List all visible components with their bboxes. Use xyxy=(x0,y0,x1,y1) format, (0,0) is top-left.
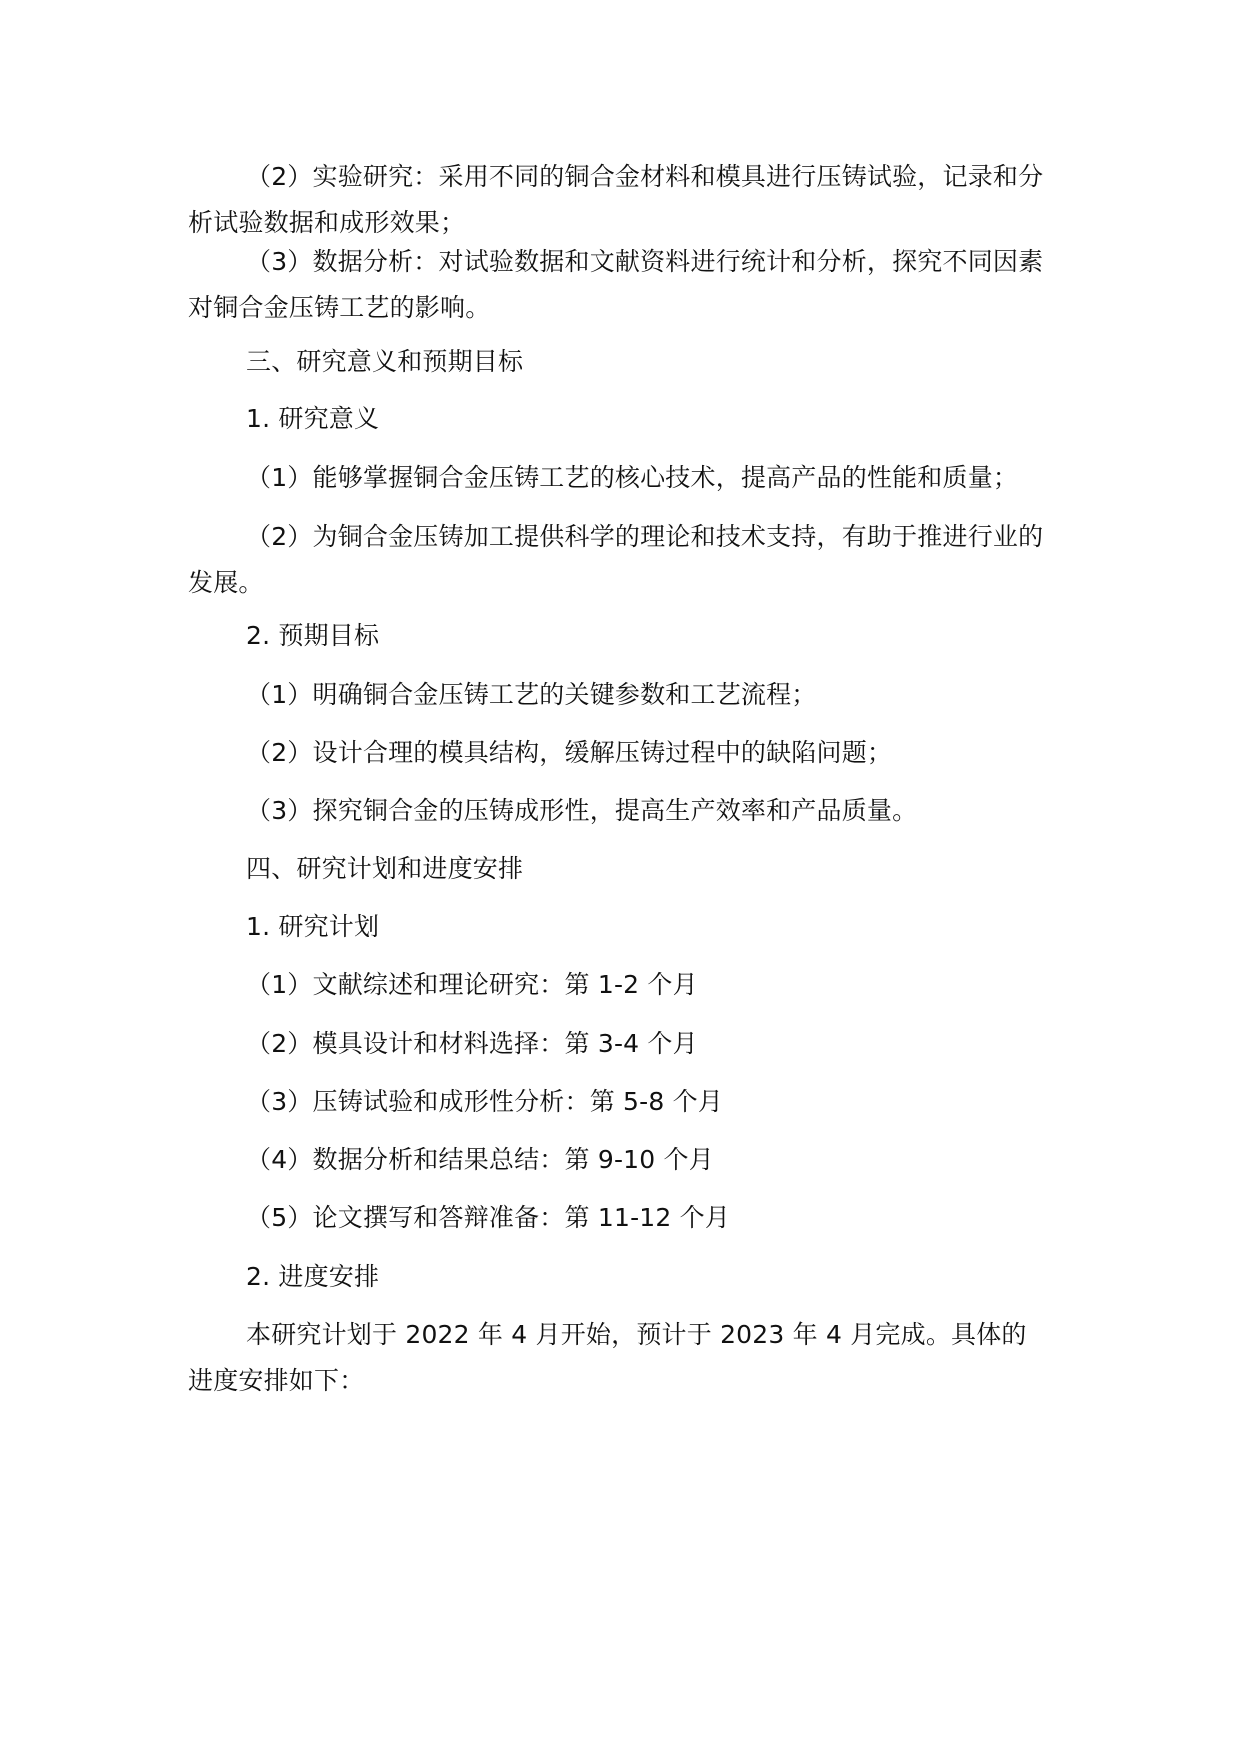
subheading-research-plan: 1. 研究计划 xyxy=(246,912,380,941)
paragraph-data-analysis: （3）数据分析：对试验数据和文献资料进行统计和分析，探究不同因素对铜合金压铸工艺的影响。 xyxy=(188,247,1044,322)
list-item-significance-1: （1）能够掌握铜合金压铸工艺的核心技术，提高产品的性能和质量； xyxy=(246,463,1019,492)
list-item-plan-2: （2）模具设计和材料选择：第 3-4 个月 xyxy=(246,1029,698,1058)
list-item-goal-1: （1）明确铜合金压铸工艺的关键参数和工艺流程； xyxy=(246,680,817,709)
subheading-schedule: 2. 进度安排 xyxy=(246,1262,380,1291)
list-item-plan-3: （3）压铸试验和成形性分析：第 5-8 个月 xyxy=(246,1087,724,1116)
list-item-significance-2: （2）为铜合金压铸加工提供科学的理论和技术支持，有助于推进行业的发展。 xyxy=(188,522,1044,597)
list-item-goal-2: （2）设计合理的模具结构，缓解压铸过程中的缺陷问题； xyxy=(246,738,893,767)
section-heading-plan-schedule: 四、研究计划和进度安排 xyxy=(246,854,524,883)
subheading-expected-goals: 2. 预期目标 xyxy=(246,621,380,650)
subheading-research-significance: 1. 研究意义 xyxy=(246,404,380,433)
list-item-plan-5: （5）论文撰写和答辩准备：第 11-12 个月 xyxy=(246,1203,731,1232)
section-heading-significance-goals: 三、研究意义和预期目标 xyxy=(246,347,524,376)
list-item-plan-1: （1）文献综述和理论研究：第 1-2 个月 xyxy=(246,970,698,999)
paragraph-experimental-research: （2）实验研究：采用不同的铜合金材料和模具进行压铸试验，记录和分析试验数据和成形效果； xyxy=(188,162,1044,237)
list-item-goal-3: （3）探究铜合金的压铸成形性，提高生产效率和产品质量。 xyxy=(246,796,918,825)
paragraph-schedule-intro: 本研究计划于 2022 年 4 月开始，预计于 2023 年 4 月完成。具体的进度安排如下： xyxy=(188,1320,1027,1395)
list-item-plan-4: （4）数据分析和结果总结：第 9-10 个月 xyxy=(246,1145,714,1174)
